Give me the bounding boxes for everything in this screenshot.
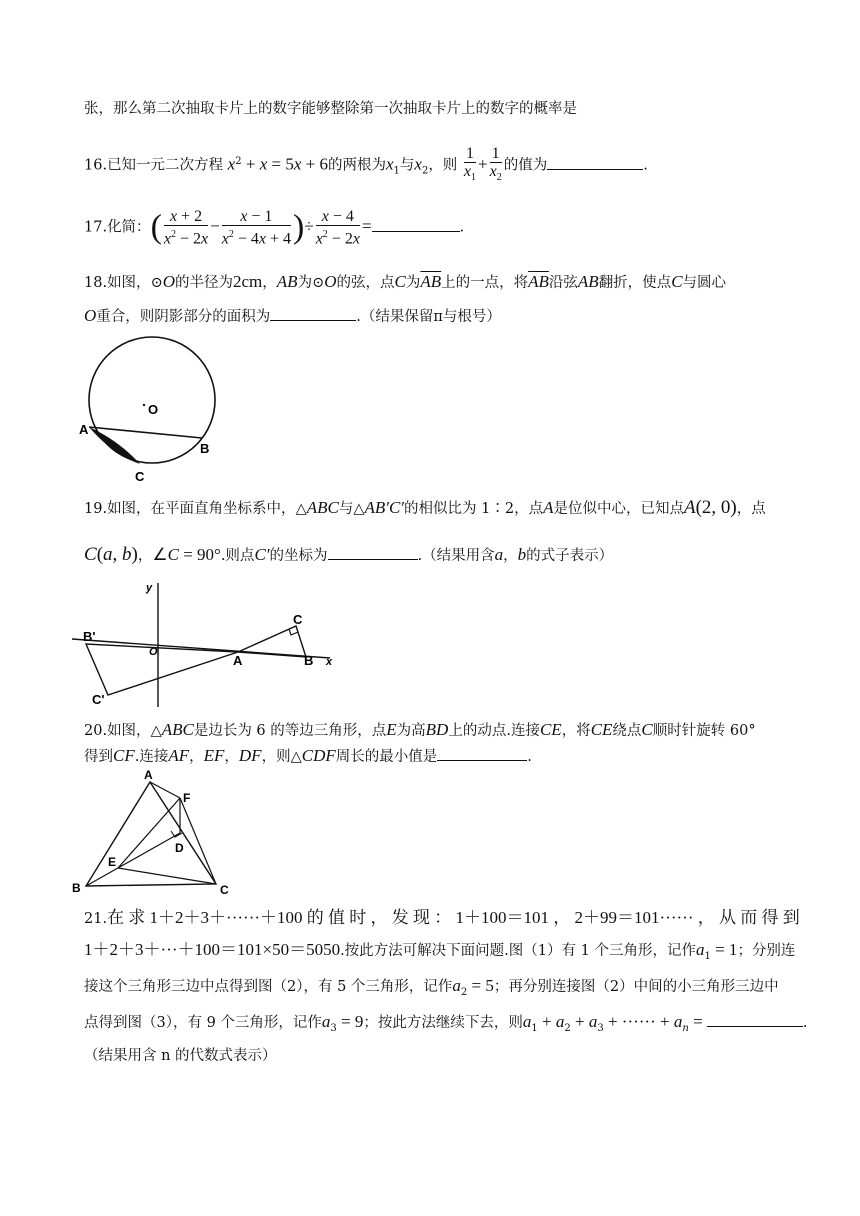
label-f: F bbox=[183, 791, 191, 805]
x-axis bbox=[72, 639, 330, 658]
label-d: D bbox=[175, 841, 184, 855]
label-b-prime: B' bbox=[83, 629, 96, 644]
question-number: 16. bbox=[84, 157, 108, 174]
fraction-1-over-x2: $\frac{1}{x_2}$ bbox=[489, 145, 502, 184]
figure-circle-fold bbox=[78, 330, 228, 485]
label-x: x bbox=[326, 656, 333, 668]
segment-ef bbox=[118, 798, 180, 868]
question-18-line2: O重合，则阴影部分的面积为 .（结果保留π与根号） bbox=[84, 306, 501, 325]
answer-blank bbox=[270, 306, 356, 321]
question-15-continuation: 张，那么第二次抽取卡片上的数字能够整除第一次抽取卡片上的数字的概率是 bbox=[84, 101, 577, 117]
question-18-line1: 18.如图，⊙O的半径为2cm，AB为⊙O的弦，点C为$\overline{AB}$上的一点，将$\overline{AB}$沿弦AB翻折，使点C与圆心 bbox=[84, 272, 727, 291]
question-16: 16.已知一元二次方程 $x^2 + x = 5x + 6$的两根为$x_1$与$x_2$，则 $\frac{1}{x_1}$ + $\frac{1}{x_2}$ 的值为 . bbox=[84, 145, 648, 186]
label-a: A bbox=[233, 653, 243, 668]
question-17: 17.化简：( $\frac{x + 2}{x^2 - 2x}$ − $\frac{x - 1}{x^2 - 4x + 4}$ )÷ $\frac{x - 4}{x^2 - 2x}$ = . bbox=[84, 208, 465, 248]
shaded-region bbox=[89, 427, 140, 464]
triangle-abc bbox=[238, 626, 306, 657]
triangle-ab-prime-c-prime bbox=[86, 644, 238, 695]
question-21-line5: （结果用含 n 的代数式表示） bbox=[84, 1048, 277, 1064]
figure-coordinate-similarity bbox=[68, 575, 343, 710]
label-c: C bbox=[220, 883, 229, 897]
question-19-line2: C(a, b)，∠C = 90°.则点C′的坐标为 .（结果用含a，b的式子表示） bbox=[84, 544, 614, 565]
answer-blank bbox=[547, 155, 643, 170]
label-b: B bbox=[72, 881, 81, 895]
segment-cf bbox=[180, 798, 216, 884]
label-o: O bbox=[148, 402, 159, 417]
label-b: B bbox=[304, 653, 314, 668]
fraction-1-over-x1: $\frac{1}{x_1}$ bbox=[463, 145, 477, 184]
label-e: E bbox=[108, 855, 117, 869]
label-c: C bbox=[135, 469, 145, 484]
label-y: y bbox=[146, 582, 153, 594]
label-c-prime: C' bbox=[92, 692, 105, 707]
altitude-bd bbox=[86, 833, 180, 886]
question-20-line1: 20.如图，△ABC是边长为 6 的等边三角形，点E为高BD上的动点.连接CE，将CE绕点C顺时针旋转 60° bbox=[84, 720, 756, 739]
question-20-line2: 得到CF.连接AF，EF，DF，则△CDF周长的最小值是 . bbox=[84, 746, 532, 765]
label-a: A bbox=[144, 768, 153, 782]
answer-blank bbox=[707, 1012, 803, 1027]
label-o: O bbox=[149, 646, 158, 658]
question-21-line3: 接这个三角形三边中点得到图（2），有 5 个三角形，记作$a_2 = 5$；再分别连接图（2）中间的小三角形三边中 bbox=[84, 976, 779, 998]
label-c: C bbox=[293, 612, 303, 627]
answer-blank bbox=[372, 217, 460, 232]
figure-equilateral-rotation bbox=[68, 768, 238, 898]
answer-blank bbox=[437, 746, 527, 761]
label-b: B bbox=[200, 441, 210, 456]
segment-ce bbox=[118, 868, 216, 884]
answer-blank bbox=[328, 545, 418, 560]
triangle-abc bbox=[86, 782, 216, 886]
question-21-line2: 1＋2＋3＋···＋100＝101×50＝5050.按此方法可解决下面问题.图（1）有 1 个三角形，记作$a_1 = 1$；分别连 bbox=[84, 940, 796, 962]
question-21-line1: 21.在 求 1＋2＋3＋······＋100 的 值 时 ， 发 现 ： 1＋100＝101 ， 2＋99＝101······ ， 从 而 得 到 bbox=[84, 908, 800, 927]
question-21-line4: 点得到图（3），有 9 个三角形，记作$a_3 = 9$；按此方法继续下去，则$a_1 + a_2 + a_3$ + ······ + $a_n$ = . bbox=[84, 1012, 808, 1034]
label-a: A bbox=[79, 422, 89, 437]
question-19-line1: 19.如图，在平面直角坐标系中，△ABC与△AB′C′的相似比为 1∶2，点A是位似中心，已知点A(2, 0)，点 bbox=[84, 497, 766, 518]
